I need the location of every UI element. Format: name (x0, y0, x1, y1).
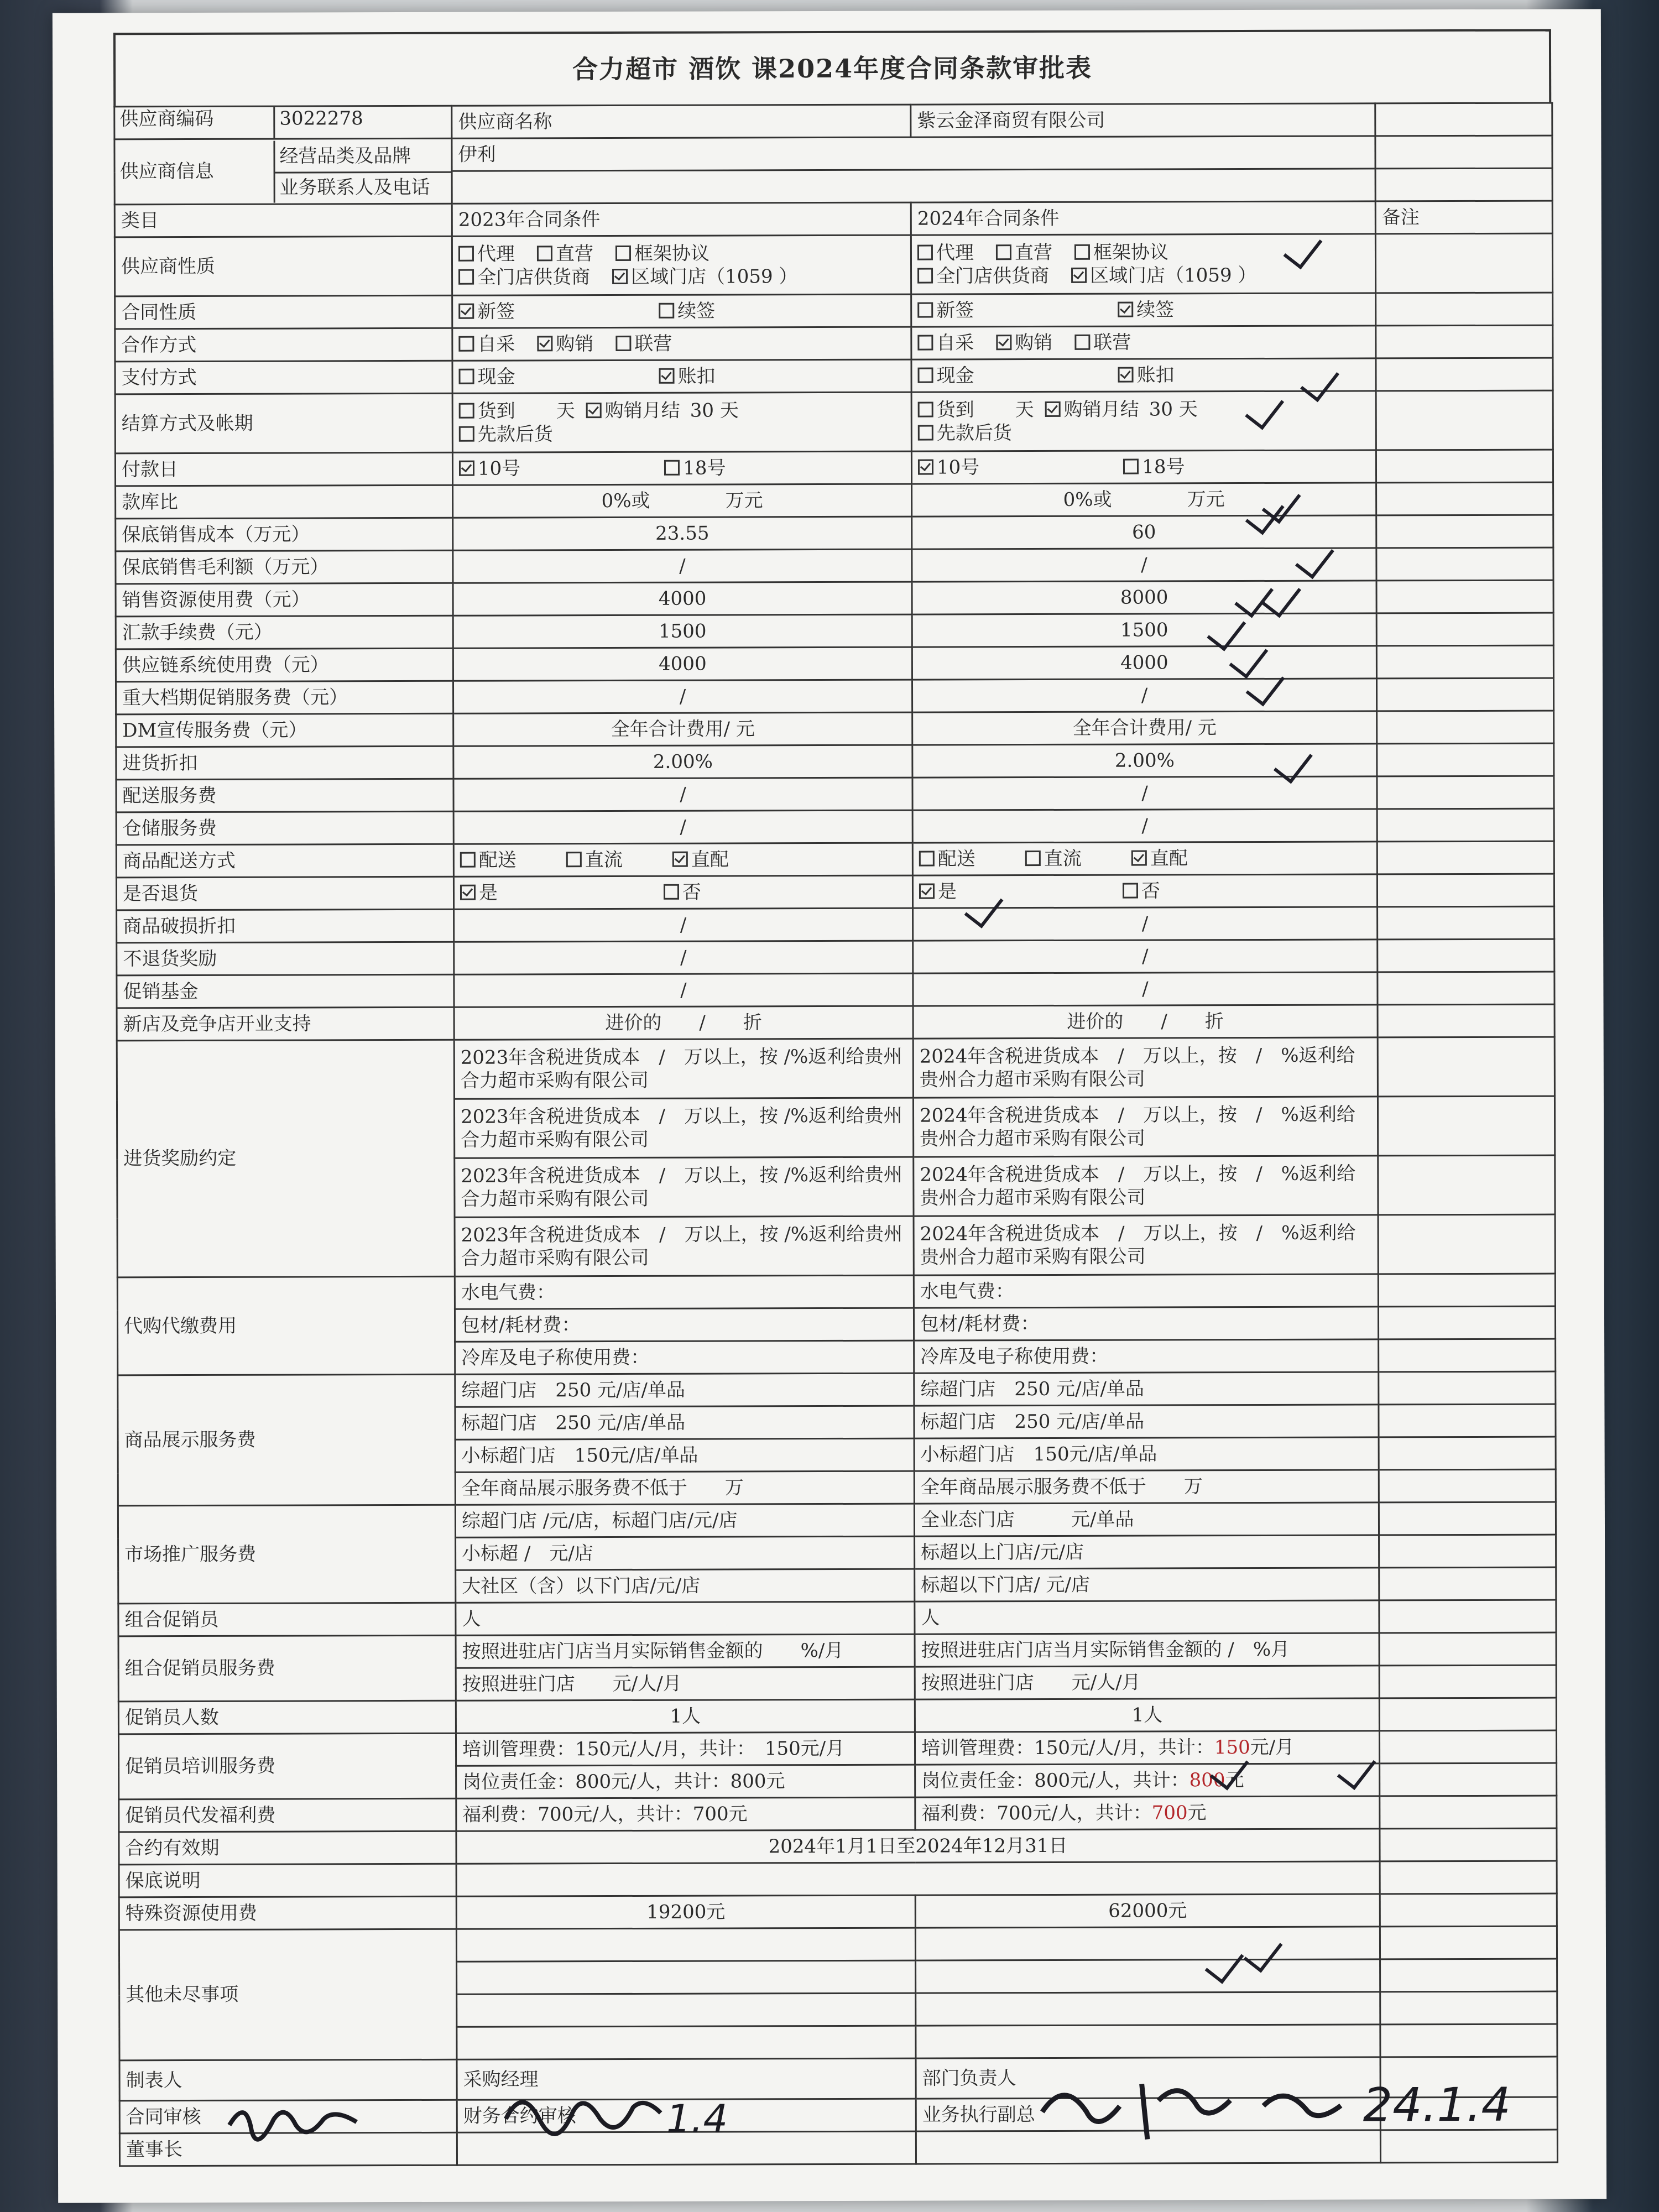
checkbox-checked[interactable] (1118, 301, 1133, 317)
special-2024: 62000元 (915, 1894, 1380, 1928)
reward-2023: 2023年含税进货成本 / 万以上，按 /%返利给贵州合力超市采购有限公司 (455, 1216, 914, 1276)
proxy-item: 包材/耗材费： (455, 1308, 914, 1342)
checkbox-checked[interactable] (659, 368, 675, 383)
nature-2023: 代理 直营 框架协议 全门店供货商 区域门店（1059 ） (452, 235, 911, 295)
value-2023: 4000 (453, 582, 912, 615)
checkbox[interactable] (459, 426, 474, 442)
brand-value: 伊利 (452, 136, 1375, 171)
value-2023: / (454, 908, 913, 942)
row-label: 保底销售毛利额（万元） (116, 550, 453, 584)
checkbox[interactable] (1123, 883, 1138, 898)
welfare-2023: 福利费：700元/人，共计：700元 (456, 1797, 915, 1831)
value-2024: 0%或 万元 (912, 483, 1376, 517)
reward-2024: 2024年含税进货成本 / 万以上，按 / %返利给贵州合力超市采购有限公司 (913, 1097, 1378, 1157)
market-item: 标超以下门店/ 元/店 (915, 1568, 1379, 1601)
value-2024: 4000 (912, 646, 1376, 680)
display-item: 全年商品展示服务费不低于 万 (455, 1471, 914, 1505)
checkbox[interactable] (919, 851, 935, 866)
display-item: 小标超门店 150元/店/单品 (455, 1438, 914, 1472)
value-2023: 进价的 / 折 (454, 1006, 913, 1040)
guarantee-label: 保底说明 (119, 1864, 456, 1897)
checkbox[interactable] (615, 245, 631, 260)
checkbox[interactable] (918, 425, 933, 441)
pay-method-label: 支付方式 (115, 361, 452, 394)
reward-2023: 2023年含税进货成本 / 万以上，按 /%返利给贵州合力超市采购有限公司 (454, 1098, 913, 1158)
handwritten-date: 1.4 (666, 2096, 728, 2142)
checkbox[interactable] (659, 302, 674, 318)
checkbox-checked[interactable] (537, 336, 552, 351)
checkbox-checked[interactable] (1131, 850, 1147, 865)
checkbox[interactable] (1123, 458, 1139, 474)
value-2023: 2.00% (453, 745, 912, 779)
display-item: 综超门店 250 元/店/单品 (914, 1372, 1379, 1406)
supplier-name: 紫云金泽商贸有限公司 (911, 103, 1375, 137)
checkbox-checked[interactable] (1118, 367, 1134, 382)
checkbox[interactable] (996, 244, 1011, 260)
display-item: 综超门店 250 元/店/单品 (455, 1373, 914, 1407)
checkbox[interactable] (458, 269, 474, 285)
value-2023: / (453, 810, 912, 844)
paper-sheet (53, 9, 1606, 2203)
row-label: 重大档期促销服务费（元） (116, 681, 453, 714)
dept-head-label: 部门负责人 (916, 2057, 1380, 2099)
promoter-count-2023: 1人 (456, 1699, 915, 1733)
value-2024: 2.00% (912, 744, 1377, 778)
reward-2023: 2023年含税进货成本 / 万以上，按 /%返利给贵州合力超市采购有限公司 (454, 1039, 913, 1099)
checkbox-checked[interactable] (460, 884, 476, 900)
supplier-info-label: 供应商信息 (115, 140, 275, 203)
value-2023: 全年合计费用/ 元 (453, 712, 912, 746)
group-fee-label: 组合促销员服务费 (118, 1635, 456, 1702)
market-item: 全业态门店 元/单品 (914, 1503, 1379, 1536)
checkbox-checked[interactable] (458, 303, 474, 319)
special-2023: 19200元 (456, 1895, 915, 1929)
reward-2024: 2024年含税进货成本 / 万以上，按 / %返利给贵州合力超市采购有限公司 (914, 1215, 1378, 1275)
checkbox-checked[interactable] (586, 403, 602, 418)
welfare-2024: 福利费：700元/人，共计：700元 (915, 1796, 1380, 1830)
row-label: 销售资源使用费（元） (116, 583, 453, 617)
deposit-2023: 岗位责任金：800元/人，共计：800元 (456, 1765, 915, 1798)
group-promoter-2024: 人 (915, 1600, 1379, 1634)
value-2023: 0%或 万元 (453, 484, 912, 518)
checkbox[interactable] (458, 336, 474, 351)
market-item: 小标超 / 元/店 (456, 1536, 915, 1570)
train-2023: 培训管理费：150元/人/月，共计： 150元/月 (456, 1732, 915, 1766)
value-2024: / (913, 907, 1378, 941)
proxy-item: 冷库及电子称使用费： (455, 1340, 914, 1374)
contract-table: 供应商编码 3022278 供应商名称 紫云金泽商贸有限公司 供应商信息 经营品类及品牌 业务联系人及电话 伊利 类目 2023年合同条件 2024年合同条件 备注 供应商性质 代理 直营 框架协议 全门店供货商 区域门店（1059 ） 代理 直营 框架协议 全门店供货商 区域门店（1059 ） 合同性质 新签 续签 新签 续签 合作方式 自采 购销 联营 自采 购销 联营 支付方式 现金 账扣 现金 账扣 结算方式及帐期 货到 天 购销月结 30 天 先款后货 货到 天 购销月结 30 天 先款后货 付款日 10号 18号 10号 18号 款库比 0%或 万元 0%或 万元 保底销售成本（万元） 23.55 60 保底销售毛利额（万元） / / 销售资源使用费（元） 4000 8000 汇款手续费（元） 1500 1500 供应链系统使用费（元） 4000 4000 重大档期促销服务费（元） / / DM宣传服务费（元） 全年合计费用/ 元 全年合计费用/ 元 进货折扣 2.00% 2.00% 配送服务费 / / 仓储服务费 / / 商品配送方式 配送 直流 直配 配送 直流 直配 是否退货 是 否 是 否 商品破损折扣 / / 不退货奖励 / / 促销基金 / / 新店及竞争店开业支持 进价的 / 折 进价的 / 折 进货奖励约定 2023年含税进货成本 / 万以上，按 /%返利给贵州合力超市采购有限公司 2024年含税进货成本 / 万以上，按 / %返利给贵州合力超市采购有限公司 2023年含税进货成本 / 万以上，按 /%返利给贵州合力超市采购有限公司 2024年含税进货成本 / 万以上，按 / %返利给贵州合力超市采购有限公司 2023年含税进货成本 / 万以上，按 /%返利给贵州合力超市采购有限公司 2024年含税进货成本 / 万以上，按 / %返利给贵州合力超市采购有限公司 2023年含税进货成本 / 万以上，按 /%返利给贵州合力超市采购有限公司 2024年含税进货成本 / 万以上，按 / %返利给贵州合力超市采购有限公司 代购代缴费用 水电气费： 水电气费： 包材/耗材费： 包材/耗材费： 冷库及电子称使用费： 冷库及电子称使用费： 商品展示服务费 综超门店 250 元/店/单品 综超门店 250 元/店/单品 标超门店 250 元/店/单品 标超门店 250 元/店/单品 小标超门店 150元/店/单品 小标超门店 150元/店/单品 全年商品展示服务费不低于 万 全年商品展示服务费不低于 万 市场推广服务费 综超门店 /元/店，标超门店/元/店 全业态门店 元/单品 小标超 / 元/店 标超以上门店/元/店 大社区（含）以下门店/元/店 标超以下门店/ 元/店 组合促销员 人 人 组合促销员服务费 按照进驻店门店当月实际销售金额的 %/月 按照进驻店门店当月实际销售金额的 / %月 按照进驻门店 元/人/月 按照进驻门店 元/人/月 促销员人数 1人 1人 促销员培训服务费 培训管理费：150元/人/月，共计： 150元/月 培训管理费：150元/人/月，共计：150元/月 岗位责任金：800元/人，共计：800元 岗位责任金：800元/人，共计：800元 促销员代发福利费 福利费：700元/人，共计：700元 福利费：700元/人，共计：700元 合约有效期 2024年1月1日至2024年12月31日 保底说明 特殊资源使用费 19200元 62000元 其他未尽事项 制表人 采购经理 部门负责人 合同审核 财务合约审核 业务执行副总 董事长 (113, 102, 1558, 2167)
other-label: 其他未尽事项 (119, 1929, 457, 2060)
value-2023: / (453, 680, 912, 713)
value-2024: / (912, 809, 1377, 843)
checkbox[interactable] (459, 403, 474, 418)
value-2024: 60 (912, 515, 1376, 549)
checkbox[interactable] (458, 246, 474, 261)
row-label: 新店及竞争店开业支持 (117, 1007, 454, 1041)
checkbox[interactable] (1074, 335, 1090, 350)
deposit-2024: 岗位责任金：800元/人，共计：800元 (915, 1764, 1380, 1797)
settle-label: 结算方式及帐期 (115, 393, 452, 453)
checkbox-checked[interactable] (459, 460, 474, 476)
checkbox[interactable] (1074, 244, 1090, 259)
row-label: 不退货奖励 (117, 942, 454, 975)
value-2024: 全年合计费用/ 元 (912, 711, 1377, 745)
value-2023: / (454, 973, 913, 1007)
value-2023: / (454, 941, 913, 974)
row-label: DM宣传服务费（元） (116, 713, 453, 747)
promoter-count-2024: 1人 (915, 1698, 1379, 1732)
checkbox[interactable] (537, 246, 552, 261)
checkbox[interactable] (917, 268, 933, 284)
checkbox-checked[interactable] (612, 269, 628, 284)
supplier-code: 3022278 (279, 107, 363, 130)
value-2024: / (913, 940, 1378, 973)
nature-2024: 代理 直营 框架协议 全门店供货商 区域门店（1059 ） (911, 234, 1375, 294)
row-label: 商品破损折扣 (117, 909, 454, 943)
value-2023: 23.55 (453, 517, 912, 550)
row-label: 仓储服务费 (116, 811, 453, 845)
checkbox-checked[interactable] (672, 851, 688, 867)
market-item: 标超以上门店/元/店 (915, 1535, 1379, 1569)
form-title: 合力超市 酒饮 课2024年度合同条款审批表 (113, 29, 1551, 106)
row-label: 款库比 (116, 485, 453, 519)
value-2023: 1500 (453, 614, 912, 648)
reward-2024: 2024年含税进货成本 / 万以上，按 / %返利给贵州合力超市采购有限公司 (913, 1037, 1378, 1098)
value-2024: / (912, 776, 1377, 810)
special-label: 特殊资源使用费 (119, 1896, 456, 1930)
header-remark: 备注 (1375, 201, 1552, 234)
value-2024: / (912, 548, 1376, 582)
checkbox[interactable] (917, 335, 933, 350)
checkbox-checked[interactable] (996, 335, 1011, 350)
display-item: 小标超门店 150元/店/单品 (914, 1437, 1379, 1471)
signature-purchase-manager (500, 2080, 666, 2147)
contract-type-label: 合同性质 (115, 295, 452, 329)
row-label: 进货折扣 (116, 746, 453, 780)
train-2024: 培训管理费：150元/人/月，共计：150元/月 (915, 1731, 1379, 1765)
value-2024: 进价的 / 折 (913, 1005, 1378, 1039)
group-fee-2024: 按照进驻门店 元/人/月 (915, 1666, 1379, 1699)
header-category: 类目 (114, 204, 452, 237)
returns-label: 是否退货 (116, 877, 453, 910)
proxy-item: 水电气费： (455, 1275, 914, 1309)
row-label: 保底销售成本（万元） (116, 518, 453, 551)
checkbox[interactable] (918, 401, 933, 417)
row-label: 汇款手续费（元） (116, 615, 453, 649)
checkbox[interactable] (460, 852, 476, 867)
checkbox[interactable] (615, 336, 631, 351)
vp-label: 业务执行副总 (916, 2098, 1380, 2131)
approval-form (113, 29, 1557, 2167)
finance-review-label: 财务合约审核 (457, 2099, 916, 2132)
proxy-item: 冷库及电子称使用费： (914, 1339, 1379, 1373)
checkbox[interactable] (918, 367, 933, 383)
checkbox[interactable] (917, 302, 933, 317)
display-item: 全年商品展示服务费不低于 万 (914, 1470, 1379, 1504)
checkbox[interactable] (664, 460, 680, 475)
value-2023: / (453, 549, 912, 583)
chairman-label: 董事长 (119, 2132, 457, 2166)
signature-department-head (1031, 2067, 1418, 2151)
group-fee-2023: 按照进驻门店 元/人/月 (456, 1667, 915, 1700)
header-2023: 2023年合同条件 (452, 202, 911, 236)
reward-2023: 2023年含税进货成本 / 万以上，按 /%返利给贵州合力超市采购有限公司 (455, 1157, 914, 1217)
reward-label: 进货奖励约定 (117, 1040, 455, 1277)
checkbox[interactable] (917, 244, 933, 260)
display-item: 标超门店 250 元/店/单品 (914, 1405, 1379, 1438)
value-2023: 4000 (453, 647, 912, 681)
delivery-label: 商品配送方式 (116, 844, 453, 878)
group-fee-2024: 按照进驻店门店当月实际销售金额的 / %月 (915, 1633, 1379, 1667)
train-label: 促销员培训服务费 (118, 1733, 456, 1799)
market-label: 市场推广服务费 (118, 1505, 455, 1604)
promoter-count-label: 促销员人数 (118, 1700, 456, 1734)
display-item: 标超门店 250 元/店/单品 (455, 1406, 914, 1439)
contact-label: 业务联系人及电话 (279, 176, 430, 199)
checkbox[interactable] (566, 852, 582, 867)
value-2024: 8000 (912, 581, 1376, 614)
value-2024: / (913, 972, 1378, 1006)
pay-day-label: 付款日 (115, 452, 452, 486)
checkbox[interactable] (664, 884, 679, 899)
market-item: 大社区（含）以下门店/元/店 (456, 1569, 915, 1603)
signature-maker (224, 2091, 368, 2158)
checkbox-checked[interactable] (1071, 268, 1087, 283)
row-label: 配送服务费 (116, 779, 453, 812)
supplier-name-label: 供应商名称 (452, 105, 911, 138)
checkbox-checked[interactable] (919, 883, 935, 899)
proxy-item: 水电气费： (914, 1274, 1378, 1308)
contract-review-label: 合同审核 (119, 2100, 457, 2133)
nature-label: 供应商性质 (114, 236, 452, 296)
display-label: 商品展示服务费 (118, 1374, 456, 1506)
proxy-label: 代购代缴费用 (117, 1276, 455, 1375)
proxy-item: 包材/耗材费： (914, 1307, 1378, 1340)
welfare-label: 促销员代发福利费 (119, 1798, 456, 1832)
reward-2024: 2024年含税进货成本 / 万以上，按 / %返利给贵州合力超市采购有限公司 (914, 1156, 1378, 1216)
checkbox[interactable] (459, 368, 474, 384)
maker-label: 制表人 (119, 2059, 457, 2101)
group-promoter-label: 组合促销员 (118, 1603, 456, 1636)
header-2024: 2024年合同条件 (911, 201, 1375, 235)
brand-label: 经营品类及品牌 (275, 140, 451, 173)
value-2023: / (453, 778, 912, 811)
row-label: 促销基金 (117, 974, 454, 1008)
validity-value: 2024年1月1日至2024年12月31日 (456, 1829, 1380, 1864)
group-fee-2023: 按照进驻店门店当月实际销售金额的 %/月 (456, 1634, 915, 1668)
checkbox[interactable] (1025, 851, 1041, 866)
checkbox-checked[interactable] (1045, 401, 1061, 416)
value-2024: / (912, 679, 1376, 712)
group-promoter-2023: 人 (456, 1601, 915, 1635)
handwritten-date: 24.1.4 (1363, 2077, 1511, 2132)
purchase-mgr-label: 采购经理 (457, 2058, 916, 2100)
checkbox-checked[interactable] (918, 459, 933, 474)
validity-label: 合约有效期 (119, 1831, 456, 1865)
market-item: 综超门店 /元/店，标超门店/元/店 (455, 1504, 914, 1537)
coop-label: 合作方式 (115, 328, 452, 362)
value-2024: 1500 (912, 613, 1376, 647)
row-label: 供应链系统使用费（元） (116, 648, 453, 682)
supplier-code-label: 供应商编码 (115, 107, 275, 139)
